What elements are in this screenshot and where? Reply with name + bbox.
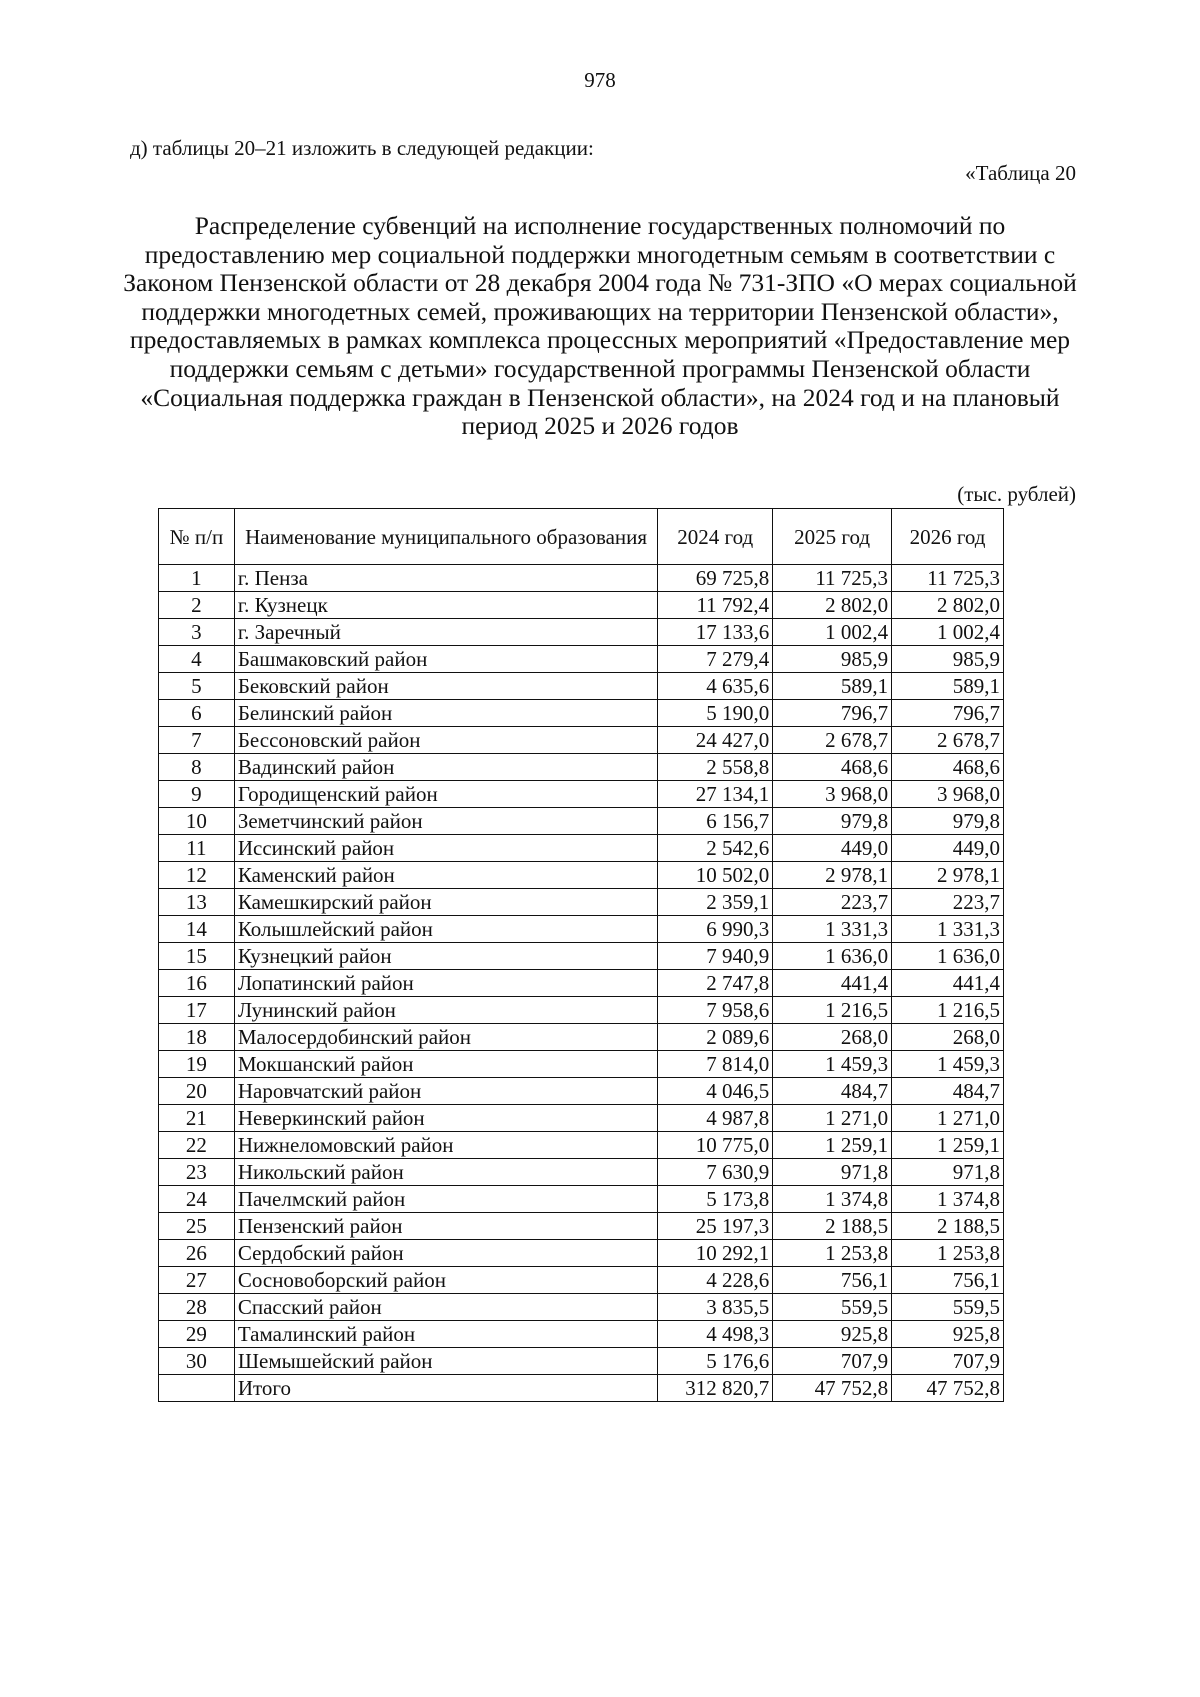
value-2026-cell: 223,7 bbox=[892, 889, 1004, 916]
table-row bbox=[159, 1240, 1004, 1267]
table-row bbox=[159, 1132, 1004, 1159]
value-2026-cell: 484,7 bbox=[892, 1078, 1004, 1105]
value-2026-cell: 1 259,1 bbox=[892, 1132, 1004, 1159]
value-2026-cell: 707,9 bbox=[892, 1348, 1004, 1375]
value-2025-cell: 1 374,8 bbox=[773, 1186, 892, 1213]
value-2025-cell: 3 968,0 bbox=[773, 781, 892, 808]
municipality-cell: г. Заречный bbox=[234, 619, 657, 646]
value-2026-cell: 2 802,0 bbox=[892, 592, 1004, 619]
row-number-cell: 11 bbox=[159, 835, 235, 862]
table-row bbox=[159, 1051, 1004, 1078]
value-2026-cell: 985,9 bbox=[892, 646, 1004, 673]
row-number-cell: 1 bbox=[159, 565, 235, 592]
value-2026-cell: 1 636,0 bbox=[892, 943, 1004, 970]
value-2026-cell: 1 253,8 bbox=[892, 1240, 1004, 1267]
value-2025-cell: 589,1 bbox=[773, 673, 892, 700]
municipality-cell: Итого bbox=[234, 1375, 657, 1402]
row-number-cell: 12 bbox=[159, 862, 235, 889]
value-2024-cell: 5 190,0 bbox=[658, 700, 773, 727]
municipality-cell: Мокшанский район bbox=[234, 1051, 657, 1078]
value-2025-cell: 559,5 bbox=[773, 1294, 892, 1321]
row-number-cell: 19 bbox=[159, 1051, 235, 1078]
municipality-cell: Тамалинский район bbox=[234, 1321, 657, 1348]
table-row bbox=[159, 1186, 1004, 1213]
row-number-cell: 24 bbox=[159, 1186, 235, 1213]
row-number-cell: 25 bbox=[159, 1213, 235, 1240]
row-number-cell: 14 bbox=[159, 916, 235, 943]
value-2026-cell: 1 331,3 bbox=[892, 916, 1004, 943]
municipality-cell: Городищенский район bbox=[234, 781, 657, 808]
municipality-cell: Сосновоборский район bbox=[234, 1267, 657, 1294]
value-2026-cell: 2 678,7 bbox=[892, 727, 1004, 754]
row-number-cell: 15 bbox=[159, 943, 235, 970]
subvention-table bbox=[158, 508, 1004, 1402]
value-2026-cell: 1 216,5 bbox=[892, 997, 1004, 1024]
value-2024-cell: 5 176,6 bbox=[658, 1348, 773, 1375]
value-2025-cell: 971,8 bbox=[773, 1159, 892, 1186]
table-row bbox=[159, 646, 1004, 673]
municipality-cell: Кузнецкий район bbox=[234, 943, 657, 970]
municipality-cell: Земетчинский район bbox=[234, 808, 657, 835]
value-2025-cell: 1 271,0 bbox=[773, 1105, 892, 1132]
municipality-cell: Иссинский район bbox=[234, 835, 657, 862]
value-2026-cell: 2 188,5 bbox=[892, 1213, 1004, 1240]
value-2024-cell: 27 134,1 bbox=[658, 781, 773, 808]
value-2024-cell: 25 197,3 bbox=[658, 1213, 773, 1240]
row-number-cell: 9 bbox=[159, 781, 235, 808]
value-2025-cell: 1 002,4 bbox=[773, 619, 892, 646]
municipality-cell: Сердобский район bbox=[234, 1240, 657, 1267]
row-number-cell: 16 bbox=[159, 970, 235, 997]
table-row bbox=[159, 997, 1004, 1024]
table-row bbox=[159, 754, 1004, 781]
table-row bbox=[159, 862, 1004, 889]
municipality-cell: Башмаковский район bbox=[234, 646, 657, 673]
row-number-cell: 29 bbox=[159, 1321, 235, 1348]
row-number-cell: 2 bbox=[159, 592, 235, 619]
header-number: № п/п bbox=[159, 509, 235, 565]
value-2024-cell: 4 987,8 bbox=[658, 1105, 773, 1132]
value-2026-cell: 2 978,1 bbox=[892, 862, 1004, 889]
value-2025-cell: 449,0 bbox=[773, 835, 892, 862]
row-number-cell: 27 bbox=[159, 1267, 235, 1294]
municipality-cell: Белинский район bbox=[234, 700, 657, 727]
row-number-cell: 8 bbox=[159, 754, 235, 781]
value-2025-cell: 1 259,1 bbox=[773, 1132, 892, 1159]
value-2025-cell: 223,7 bbox=[773, 889, 892, 916]
value-2026-cell: 925,8 bbox=[892, 1321, 1004, 1348]
row-number-cell: 28 bbox=[159, 1294, 235, 1321]
value-2025-cell: 2 978,1 bbox=[773, 862, 892, 889]
value-2024-cell: 11 792,4 bbox=[658, 592, 773, 619]
table-row bbox=[159, 700, 1004, 727]
row-number-cell: 17 bbox=[159, 997, 235, 1024]
table-reference: «Таблица 20 bbox=[965, 161, 1076, 185]
value-2025-cell: 985,9 bbox=[773, 646, 892, 673]
value-2024-cell: 10 775,0 bbox=[658, 1132, 773, 1159]
header-2026: 2026 год bbox=[892, 509, 1004, 565]
page-number: 978 bbox=[584, 68, 616, 92]
table-row bbox=[159, 970, 1004, 997]
value-2024-cell: 69 725,8 bbox=[658, 565, 773, 592]
value-2025-cell: 441,4 bbox=[773, 970, 892, 997]
municipality-cell: Малосердобинский район bbox=[234, 1024, 657, 1051]
municipality-cell: Колышлейский район bbox=[234, 916, 657, 943]
value-2025-cell: 756,1 bbox=[773, 1267, 892, 1294]
value-2025-cell: 1 253,8 bbox=[773, 1240, 892, 1267]
value-2024-cell: 24 427,0 bbox=[658, 727, 773, 754]
value-2024-cell: 3 835,5 bbox=[658, 1294, 773, 1321]
value-2026-cell: 268,0 bbox=[892, 1024, 1004, 1051]
row-number-cell bbox=[159, 1375, 235, 1402]
row-number-cell: 22 bbox=[159, 1132, 235, 1159]
municipality-cell: Бековский район bbox=[234, 673, 657, 700]
row-number-cell: 20 bbox=[159, 1078, 235, 1105]
value-2026-cell: 3 968,0 bbox=[892, 781, 1004, 808]
value-2026-cell: 979,8 bbox=[892, 808, 1004, 835]
value-2024-cell: 10 502,0 bbox=[658, 862, 773, 889]
table-row bbox=[159, 1105, 1004, 1132]
value-2025-cell: 925,8 bbox=[773, 1321, 892, 1348]
municipality-cell: Лунинский район bbox=[234, 997, 657, 1024]
municipality-cell: Лопатинский район bbox=[234, 970, 657, 997]
value-2025-cell: 484,7 bbox=[773, 1078, 892, 1105]
table-row bbox=[159, 943, 1004, 970]
table-row bbox=[159, 592, 1004, 619]
value-2024-cell: 7 814,0 bbox=[658, 1051, 773, 1078]
intro-text: д) таблицы 20–21 изложить в следующей редакции: bbox=[130, 136, 594, 160]
table-row bbox=[159, 1078, 1004, 1105]
value-2024-cell: 17 133,6 bbox=[658, 619, 773, 646]
header-2024: 2024 год bbox=[658, 509, 773, 565]
table-row bbox=[159, 727, 1004, 754]
value-2024-cell: 7 279,4 bbox=[658, 646, 773, 673]
value-2026-cell: 559,5 bbox=[892, 1294, 1004, 1321]
municipality-cell: г. Кузнецк bbox=[234, 592, 657, 619]
table-row bbox=[159, 565, 1004, 592]
municipality-cell: Пачелмский район bbox=[234, 1186, 657, 1213]
table-row bbox=[159, 808, 1004, 835]
total-row bbox=[159, 1375, 1004, 1402]
value-2024-cell: 2 558,8 bbox=[658, 754, 773, 781]
table-row bbox=[159, 1159, 1004, 1186]
document-title: Распределение субвенций на исполнение государственных полномочий по предоставлению мер социальной поддержки многодетным семьям в соответствии с Законом Пензенской области от 28 декабря 2004 года № 731-ЗПО «О мерах социальной поддержки многодетных семей, проживающих на территории Пензенской области», предоставляемых в рамках комплекса процессных мероприятий «Предоставление мер поддержки семьям с детьми» государственной программы Пензенской области «Социальная поддержка граждан в Пензенской области», на 2024 год и на плановый период 2025 и 2026 годов bbox=[123, 211, 1077, 441]
value-2025-cell: 2 802,0 bbox=[773, 592, 892, 619]
table-row bbox=[159, 1267, 1004, 1294]
table-row bbox=[159, 1213, 1004, 1240]
value-2026-cell: 441,4 bbox=[892, 970, 1004, 997]
row-number-cell: 23 bbox=[159, 1159, 235, 1186]
table-body bbox=[159, 565, 1004, 1402]
municipality-cell: Спасский район bbox=[234, 1294, 657, 1321]
value-2024-cell: 4 228,6 bbox=[658, 1267, 773, 1294]
municipality-cell: Шемышейский район bbox=[234, 1348, 657, 1375]
municipality-cell: Камешкирский район bbox=[234, 889, 657, 916]
municipality-cell: Каменский район bbox=[234, 862, 657, 889]
table-row bbox=[159, 619, 1004, 646]
row-number-cell: 10 bbox=[159, 808, 235, 835]
table-header-row bbox=[159, 509, 1004, 565]
header-2025: 2025 год bbox=[773, 509, 892, 565]
municipality-cell: Пензенский район bbox=[234, 1213, 657, 1240]
row-number-cell: 7 bbox=[159, 727, 235, 754]
municipality-cell: Наровчатский район bbox=[234, 1078, 657, 1105]
municipality-cell: Неверкинский район bbox=[234, 1105, 657, 1132]
municipality-cell: Бессоновский район bbox=[234, 727, 657, 754]
value-2026-cell: 796,7 bbox=[892, 700, 1004, 727]
value-2024-cell: 2 089,6 bbox=[658, 1024, 773, 1051]
table-row bbox=[159, 1294, 1004, 1321]
row-number-cell: 3 bbox=[159, 619, 235, 646]
row-number-cell: 4 bbox=[159, 646, 235, 673]
value-2025-cell: 47 752,8 bbox=[773, 1375, 892, 1402]
municipality-cell: Никольский район bbox=[234, 1159, 657, 1186]
value-2024-cell: 4 046,5 bbox=[658, 1078, 773, 1105]
value-2026-cell: 589,1 bbox=[892, 673, 1004, 700]
table-row bbox=[159, 1024, 1004, 1051]
table-row bbox=[159, 781, 1004, 808]
value-2024-cell: 10 292,1 bbox=[658, 1240, 773, 1267]
row-number-cell: 30 bbox=[159, 1348, 235, 1375]
value-2024-cell: 2 359,1 bbox=[658, 889, 773, 916]
units-label: (тыс. рублей) bbox=[957, 482, 1076, 506]
row-number-cell: 18 bbox=[159, 1024, 235, 1051]
value-2024-cell: 7 940,9 bbox=[658, 943, 773, 970]
value-2025-cell: 707,9 bbox=[773, 1348, 892, 1375]
value-2024-cell: 6 990,3 bbox=[658, 916, 773, 943]
value-2026-cell: 449,0 bbox=[892, 835, 1004, 862]
value-2025-cell: 2 678,7 bbox=[773, 727, 892, 754]
value-2024-cell: 4 498,3 bbox=[658, 1321, 773, 1348]
value-2024-cell: 7 958,6 bbox=[658, 997, 773, 1024]
table-row bbox=[159, 835, 1004, 862]
value-2026-cell: 1 374,8 bbox=[892, 1186, 1004, 1213]
row-number-cell: 13 bbox=[159, 889, 235, 916]
value-2026-cell: 47 752,8 bbox=[892, 1375, 1004, 1402]
table-row bbox=[159, 889, 1004, 916]
municipality-cell: Вадинский район bbox=[234, 754, 657, 781]
header-municipality: Наименование муниципального образования bbox=[234, 509, 657, 565]
value-2025-cell: 11 725,3 bbox=[773, 565, 892, 592]
value-2025-cell: 1 331,3 bbox=[773, 916, 892, 943]
row-number-cell: 21 bbox=[159, 1105, 235, 1132]
value-2025-cell: 2 188,5 bbox=[773, 1213, 892, 1240]
value-2024-cell: 4 635,6 bbox=[658, 673, 773, 700]
value-2026-cell: 468,6 bbox=[892, 754, 1004, 781]
value-2024-cell: 5 173,8 bbox=[658, 1186, 773, 1213]
row-number-cell: 26 bbox=[159, 1240, 235, 1267]
value-2024-cell: 312 820,7 bbox=[658, 1375, 773, 1402]
row-number-cell: 6 bbox=[159, 700, 235, 727]
table-row bbox=[159, 916, 1004, 943]
value-2024-cell: 6 156,7 bbox=[658, 808, 773, 835]
value-2025-cell: 1 459,3 bbox=[773, 1051, 892, 1078]
value-2025-cell: 796,7 bbox=[773, 700, 892, 727]
value-2026-cell: 1 459,3 bbox=[892, 1051, 1004, 1078]
table-row bbox=[159, 673, 1004, 700]
value-2025-cell: 979,8 bbox=[773, 808, 892, 835]
value-2026-cell: 971,8 bbox=[892, 1159, 1004, 1186]
value-2024-cell: 7 630,9 bbox=[658, 1159, 773, 1186]
value-2026-cell: 1 271,0 bbox=[892, 1105, 1004, 1132]
value-2026-cell: 756,1 bbox=[892, 1267, 1004, 1294]
value-2026-cell: 1 002,4 bbox=[892, 619, 1004, 646]
value-2025-cell: 1 636,0 bbox=[773, 943, 892, 970]
value-2024-cell: 2 542,6 bbox=[658, 835, 773, 862]
municipality-cell: г. Пенза bbox=[234, 565, 657, 592]
row-number-cell: 5 bbox=[159, 673, 235, 700]
value-2025-cell: 1 216,5 bbox=[773, 997, 892, 1024]
value-2024-cell: 2 747,8 bbox=[658, 970, 773, 997]
value-2025-cell: 268,0 bbox=[773, 1024, 892, 1051]
value-2025-cell: 468,6 bbox=[773, 754, 892, 781]
municipality-cell: Нижнеломовский район bbox=[234, 1132, 657, 1159]
table-row bbox=[159, 1348, 1004, 1375]
table-row bbox=[159, 1321, 1004, 1348]
value-2026-cell: 11 725,3 bbox=[892, 565, 1004, 592]
